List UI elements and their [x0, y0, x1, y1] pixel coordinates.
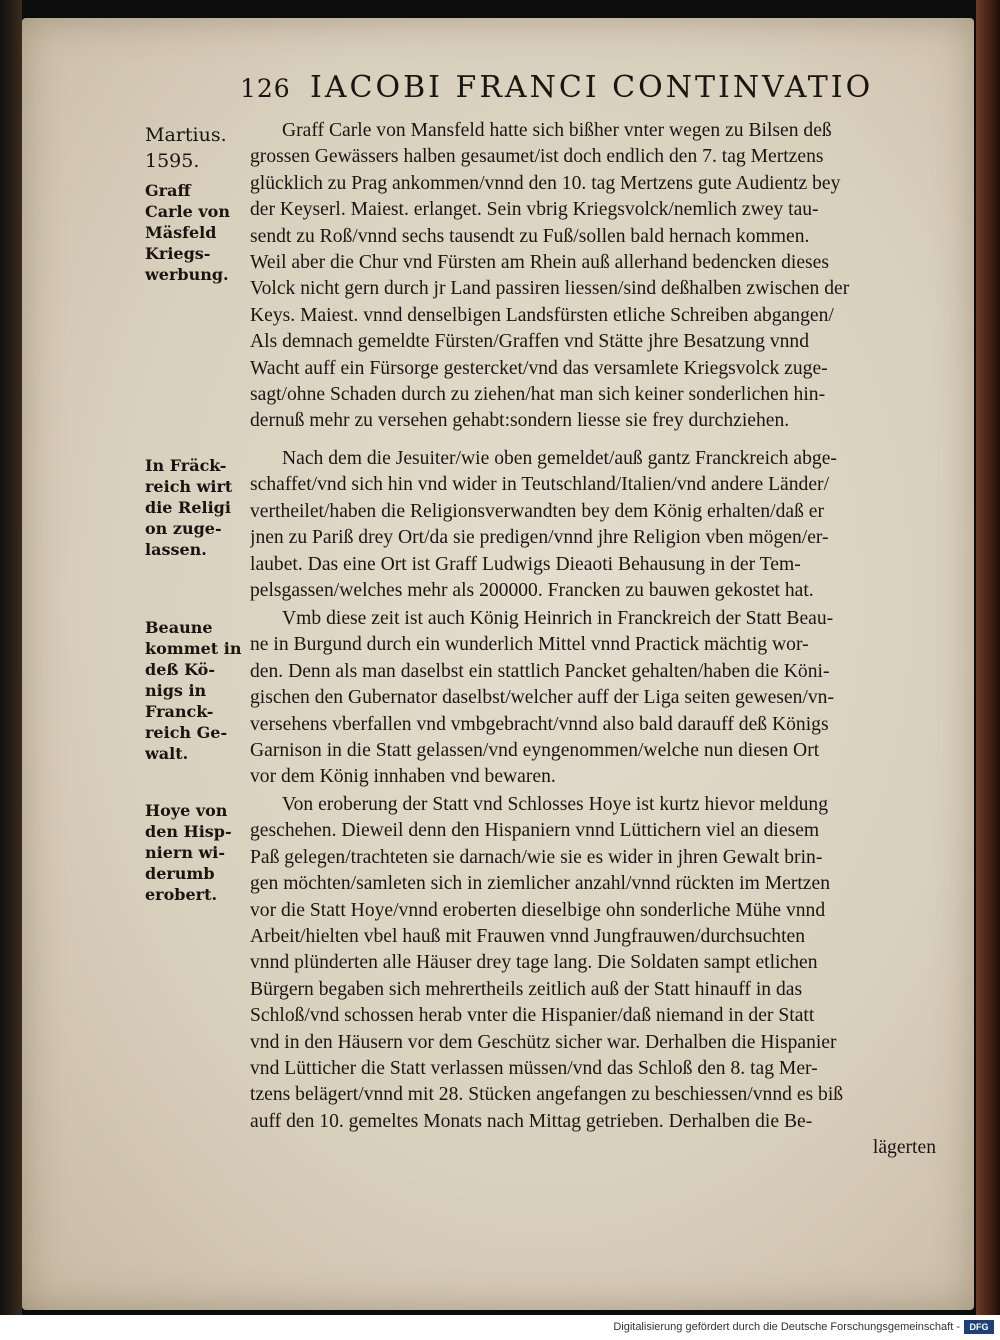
- margin-note-line: erobert.: [145, 885, 218, 904]
- margin-note-line: Hoye von: [145, 801, 228, 820]
- text-line: Weil aber die Chur vnd Fürsten am Rhein auß allerhand bedencken dieses: [250, 252, 829, 274]
- text-line: pelsgassen/welches mehr als 200000. Francken zu bauwen gekostet hat.: [250, 580, 814, 602]
- page-number: 126: [240, 74, 291, 103]
- margin-note-line: Graff: [145, 181, 191, 200]
- text-line: versehens vberfallen vnd vmbgebracht/vnnd also bald darauff deß Königs: [250, 713, 829, 735]
- text-line: vertheilet/haben die Religionsverwandten bey dem König erhalten/daß er: [250, 500, 825, 522]
- text-line: Paß gelegen/trachteten sie darnach/wie sie es wider in jhren Gewalt brin-: [250, 846, 823, 868]
- margin-note-religion: [145, 455, 245, 560]
- margin-note-line: derumb: [145, 864, 215, 883]
- text-line: Keys. Maiest. vnnd denselbigen Landsfürsten etliche Schreiben abgangen/: [250, 304, 834, 326]
- text-line: Als demnach gemeldte Fürsten/Graffen vnd Stätte jhre Besatzung vnnd: [250, 331, 810, 353]
- footer-bar: [0, 1315, 1000, 1340]
- text-line: Bürgern begaben sich mehrertheils zeitlich auß der Statt hinauff in das: [250, 978, 803, 1000]
- running-title: IACOBI FRANCI CONTINVATIO: [310, 70, 874, 105]
- text-line: Vmb diese zeit ist auch König Heinrich in Franckreich der Statt Beau-: [282, 608, 834, 629]
- text-line: Schloß/vnd schossen herab vnter die Hispanier/daß niemand in der Statt: [250, 1005, 815, 1027]
- margin-note-line: die Religi: [145, 498, 231, 517]
- text-line: geschehen. Dieweil denn den Hispaniern vnnd Lüttichern viel an diesem: [250, 820, 820, 842]
- text-line: vnd Lütticher die Statt verlassen müssen/vnd das Schloß den 8. tag Mer-: [250, 1058, 818, 1080]
- margin-note-mansfeld: [145, 180, 245, 285]
- margin-note-line: kommet in: [145, 639, 242, 658]
- text-line: Von eroberung der Statt vnd Schlosses Hoye ist kurtz hievor meldung: [282, 794, 829, 815]
- book-edge-left: [0, 0, 22, 1315]
- margin-note-line: werbung.: [145, 265, 229, 284]
- text-line: Volck nicht gern durch jr Land passiren liessen/sind deßhalben zwischen der: [250, 278, 850, 300]
- margin-note-line: lassen.: [145, 540, 207, 559]
- text-line: vor die Statt Hoye/vnnd eroberten dieselbige ohn sonderliche Mühe vnnd: [250, 899, 826, 921]
- page-header: [240, 70, 880, 110]
- margin-note-line: den Hisp-: [145, 822, 232, 841]
- margin-note-line: on zuge-: [145, 519, 222, 538]
- text-line: Nach dem die Jesuiter/wie oben gemeldet/auß gantz Franckreich abge-: [282, 448, 837, 469]
- text-line: jnen zu Pariß drey Ort/da sie predigen/vnnd jhre Religion vben mögen/er-: [250, 527, 829, 549]
- funding-notice: Digitalisierung gefördert durch die Deutsche Forschungsgemeinschaft -: [613, 1321, 960, 1333]
- margin-note-line: deß Kö-: [145, 660, 215, 679]
- text-line: grossen Gewässers halben gesaumet/ist doch endlich den 7. tag Mertzens: [250, 146, 824, 168]
- text-line: schaffet/vnd sich hin vnd wider in Teutschland/Italien/vnd andere Länder/: [250, 474, 830, 496]
- text-line: gen möchten/samleten sich in ziemlicher anzahl/vnnd rückten im Mertzen: [250, 873, 830, 895]
- margin-note-line: reich Ge-: [145, 723, 228, 742]
- margin-note-line: Kriegs-: [145, 244, 211, 263]
- margin-month-year: [145, 122, 245, 174]
- text-line: vor dem König innhaben vnd bewaren.: [250, 766, 556, 788]
- text-line: auff den 10. gemeltes Monats nach Mittag getrieben. Derhalben die Be-: [250, 1110, 813, 1132]
- margin-month: Martius.: [145, 124, 227, 146]
- text-line: Graff Carle von Mansfeld hatte sich bißher vnter wegen zu Bilsen deß: [282, 120, 832, 141]
- margin-note-line: Franck-: [145, 702, 214, 721]
- text-line: ne in Burgund durch ein wunderlich Mittel vnnd Practick mächtig wor-: [250, 634, 809, 656]
- text-line: tzens belägert/vnnd mit 28. Stücken angefangen zu beschiessen/vnnd es biß: [250, 1084, 844, 1106]
- text-line: sagt/ohne Schaden durch zu ziehen/hat man sich keiner sonderlichen hin-: [250, 384, 826, 406]
- paragraph-hoye: [250, 792, 936, 1162]
- text-line: vnd in den Häusern vor dem Geschütz sicher war. Derhalben die Hispanier: [250, 1031, 837, 1053]
- margin-year: 1595.: [145, 150, 200, 172]
- margin-note-line: Carle von: [145, 202, 230, 221]
- margin-note-line: walt.: [145, 744, 189, 763]
- book-edge-right: [976, 0, 1000, 1315]
- margin-note-line: Mäsfeld: [145, 223, 217, 242]
- text-line: Garnison in die Statt gelassen/vnd eyngenommen/welche nun diesen Ort: [250, 740, 820, 762]
- text-line: sendt zu Roß/vnnd sechs tausendt zu Fuß/sollen bald hernach kommen.: [250, 225, 810, 247]
- paragraph-religion: [250, 446, 936, 604]
- margin-note-line: In Fräck-: [145, 456, 227, 475]
- catchword: lägerten: [872, 1137, 936, 1159]
- text-line: gischen den Gubernator daselbst/welcher auff der Liga seiten gewesen/vn-: [250, 687, 834, 709]
- text-line: den. Denn als man daselbst ein stattlich Pancket gehalten/haben die Köni-: [250, 660, 830, 682]
- margin-note-line: reich wirt: [145, 477, 233, 496]
- dfg-logo-icon: DFG: [964, 1320, 994, 1334]
- margin-note-line: Beaune: [145, 618, 213, 637]
- text-line: Wacht auff ein Fürsorge gestercket/vnd das versamlete Kriegsvolck zuge-: [250, 357, 828, 379]
- margin-note-line: nigs in: [145, 681, 207, 700]
- text-line: laubet. Das eine Ort ist Graff Ludwigs Dieaoti Behausung in der Tem-: [250, 553, 801, 575]
- margin-note-hoye: [145, 800, 245, 905]
- text-line: glücklich zu Prag ankommen/vnnd den 10. tag Mertzens gute Audientz bey: [250, 172, 841, 194]
- margin-note-line: niern wi-: [145, 843, 226, 862]
- text-line: der Keyserl. Maiest. erlanget. Sein vbrig Kriegsvolck/nemlich zwey tau-: [250, 199, 819, 221]
- margin-note-beaune: [145, 617, 245, 764]
- text-line: vnnd plünderten alle Häuser drey tage lang. Die Soldaten sampt etlichen: [250, 952, 818, 974]
- text-line: dernuß mehr zu versehen gehabt:sondern liesse sie frey durchziehen.: [250, 410, 790, 432]
- paragraph-beaune: [250, 606, 936, 791]
- text-line: Arbeit/hielten vbel hauß mit Frauwen vnnd Jungfrauwen/durchsuchten: [250, 926, 806, 948]
- paragraph-mansfeld: [250, 118, 936, 435]
